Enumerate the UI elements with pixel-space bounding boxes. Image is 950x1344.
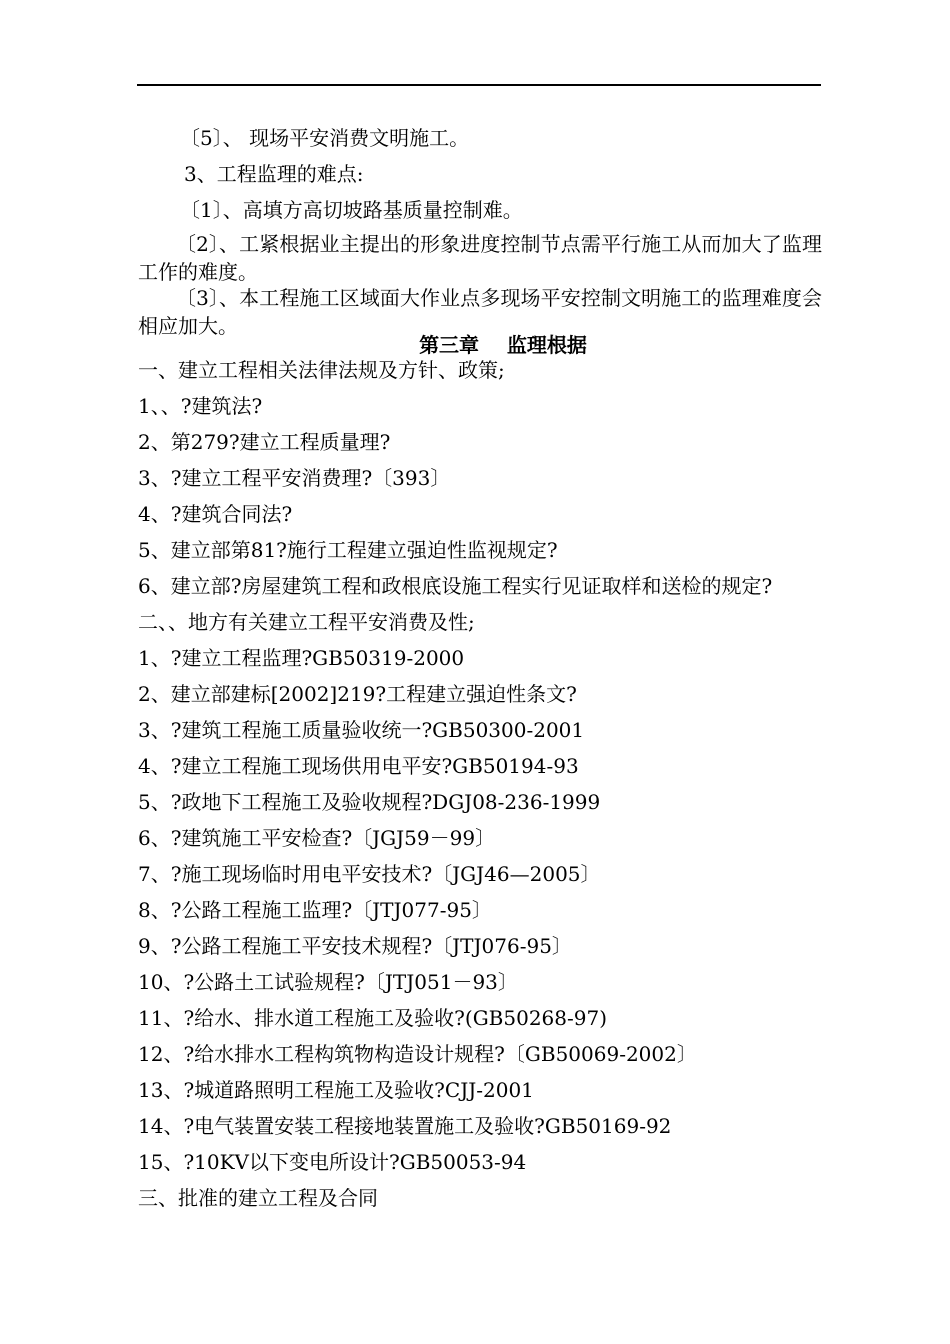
list-item: 5、建立部第81?施行工程建立强迫性监视规定? <box>138 538 558 562</box>
list-item: 3、?建筑工程施工质量验收统一?GB50300-2001 <box>138 718 585 742</box>
chapter-title: 第三章 监理根据 <box>419 333 587 357</box>
list-item: 一、建立工程相关法律法规及方针、政策; <box>138 358 505 382</box>
list-item: 7、?施工现场临时用电平安技术?〔JGJ46—2005〕 <box>138 862 601 886</box>
list-item: 6、建立部?房屋建筑工程和政根底设施工程实行见证取样和送检的规定? <box>138 574 773 598</box>
list-item: 2、建立部建标[2002]219?工程建立强迫性条文? <box>138 682 577 706</box>
list-item: 9、?公路工程施工平安技术规程?〔JTJ076-95〕 <box>138 934 572 958</box>
list-item: 6、?建筑施工平安检查?〔JGJ59－99〕 <box>138 826 496 850</box>
intro-line-2: 3、工程监理的难点: <box>184 162 364 186</box>
list-item: 三、批准的建立工程及合同 <box>138 1186 378 1210</box>
list-item: 12、?给水排水工程构筑物构造设计规程?〔GB50069-2002〕 <box>138 1042 697 1066</box>
list-item: 4、?建筑合同法? <box>138 502 293 526</box>
list-item: 4、?建立工程施工现场供用电平安?GB50194-93 <box>138 754 579 778</box>
list-item: 15、?10KV以下变电所设计?GB50053-94 <box>138 1150 527 1174</box>
difficulty-paragraph-3: 〔3〕、本工程施工区域面大作业点多现场平安控制文明施工的监理难度会相应加大。 <box>138 286 822 338</box>
list-item: 1、?建立工程监理?GB50319-2000 <box>138 646 465 670</box>
list-item: 1、、?建筑法? <box>138 394 263 418</box>
list-item: 5、?政地下工程施工及验收规程?DGJ08-236-1999 <box>138 790 601 814</box>
intro-line-3: 〔1〕、高填方高切坡路基质量控制难。 <box>180 198 523 222</box>
list-item: 10、?公路土工试验规程?〔JTJ051－93〕 <box>138 970 518 994</box>
list-item: 13、?城道路照明工程施工及验收?CJJ-2001 <box>138 1078 534 1102</box>
list-item: 8、?公路工程施工监理?〔JTJ077-95〕 <box>138 898 492 922</box>
intro-line-1: 〔5〕、 现场平安消费文明施工。 <box>180 126 470 150</box>
list-item: 二、、地方有关建立工程平安消费及性; <box>138 610 475 634</box>
list-item: 11、?给水、排水道工程施工及验收?(GB50268-97) <box>138 1006 608 1030</box>
list-item: 3、?建立工程平安消费理?〔393〕 <box>138 466 451 490</box>
list-item: 2、第279?建立工程质量理? <box>138 430 391 454</box>
difficulty-paragraph-2: 〔2〕、工紧根据业主提出的形象进度控制节点需平行施工从而加大了监理工作的难度。 <box>138 232 822 284</box>
list-item: 14、?电气装置安装工程接地装置施工及验收?GB50169-92 <box>138 1114 672 1138</box>
header-rule <box>137 84 821 86</box>
